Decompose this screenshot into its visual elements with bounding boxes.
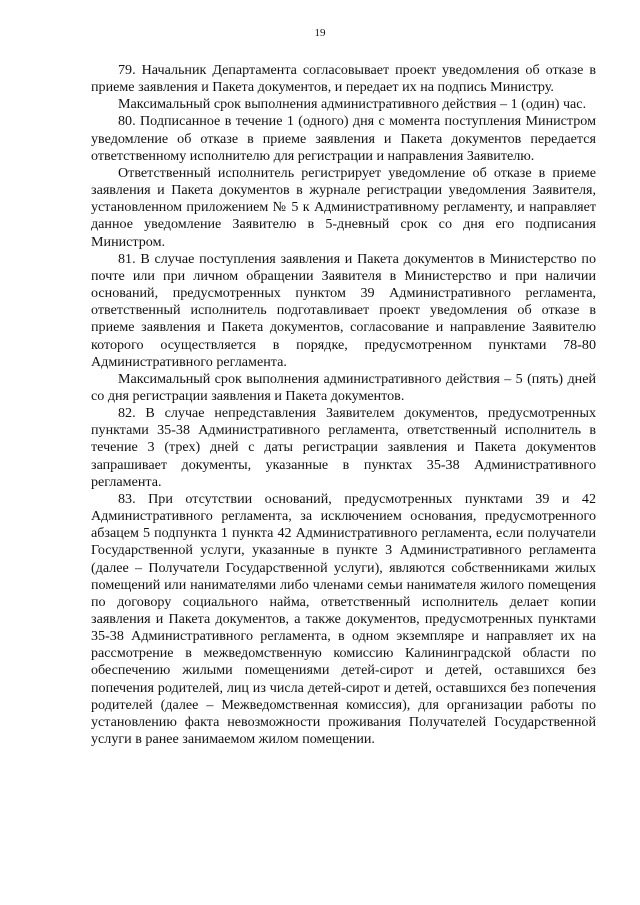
paragraph-81-deadline: Максимальный срок выполнения административного действия – 5 (пять) дней со дня регистрации заявления и Пакета документов. (91, 370, 596, 404)
paragraph-81: 81. В случае поступления заявления и Пакета документов в Министерство по почте или при личном обращении Заявителя в Министерство и при наличии оснований, предусмотренных пунктом 39 Административного регламента, ответственный исполнитель подготавливает проект уведомления об отказе в приеме заявления и Пакета документов, согласование и направление Заявителю которого осуществляется в порядке, предусмотренном пунктами 78-80 Административного регламента. (91, 250, 596, 370)
paragraph-80: 80. Подписанное в течение 1 (одного) дня с момента поступления Министром уведомление об отказе в приеме заявления и Пакета документов передается ответственному исполнителю для регистрации и направления Заявителю. (91, 113, 596, 164)
paragraph-83: 83. При отсутствии оснований, предусмотренных пунктами 39 и 42 Административного регламента, за исключением основания, предусмотренного абзацем 5 подпункта 1 пункта 42 Административного регламента, если получатели Государственной услуги, указанные в пункте 3 Административного регламента (далее – Получатели Государственной услуги), являются собственниками жилых помещений или нанимателями либо членами семьи нанимателя жилого помещения по договору социального найма, ответственный исполнитель делает копии заявления и Пакета документов, а также документов, предусмотренных пунктами 35-38 Административного регламента, в одном экземпляре и направляет их на рассмотрение в межведомственную комиссию Калининградской области по обеспечению жилыми помещениями детей-сирот и детей, оставшихся без попечения родителей, лиц из числа детей-сирот и детей, оставшихся без попечения родителей (далее – Межведомственная комиссия), для организации работы по установлению факта невозможности проживания Получателей Государственной услуги в ранее занимаемом жилом помещении. (91, 490, 596, 748)
paragraph-79: 79. Начальник Департамента согласовывает проект уведомления об отказе в приеме заявления и Пакета документов, и передает их на подпись Министру. (91, 62, 596, 96)
page-number: 19 (314, 27, 326, 39)
paragraph-79-deadline: Максимальный срок выполнения административного действия – 1 (один) час. (118, 96, 587, 113)
document-body (91, 62, 596, 748)
paragraph-82: 82. В случае непредставления Заявителем документов, предусмотренных пунктами 35-38 Административного регламента, ответственный исполнитель в течение 3 (трех) дней с даты регистрации заявления и Пакета документов запрашивает документы, указанные в пунктах 35-38 Административного регламента. (91, 405, 596, 490)
paragraph-80-registration: Ответственный исполнитель регистрирует уведомление об отказе в приеме заявления и Пакета документов в журнале регистрации уведомления Заявителя, установленном приложением № 5 к Административному регламенту, и направляет данное уведомление Заявителю в 5-дневный срок со дня его подписания Министром. (91, 164, 596, 250)
